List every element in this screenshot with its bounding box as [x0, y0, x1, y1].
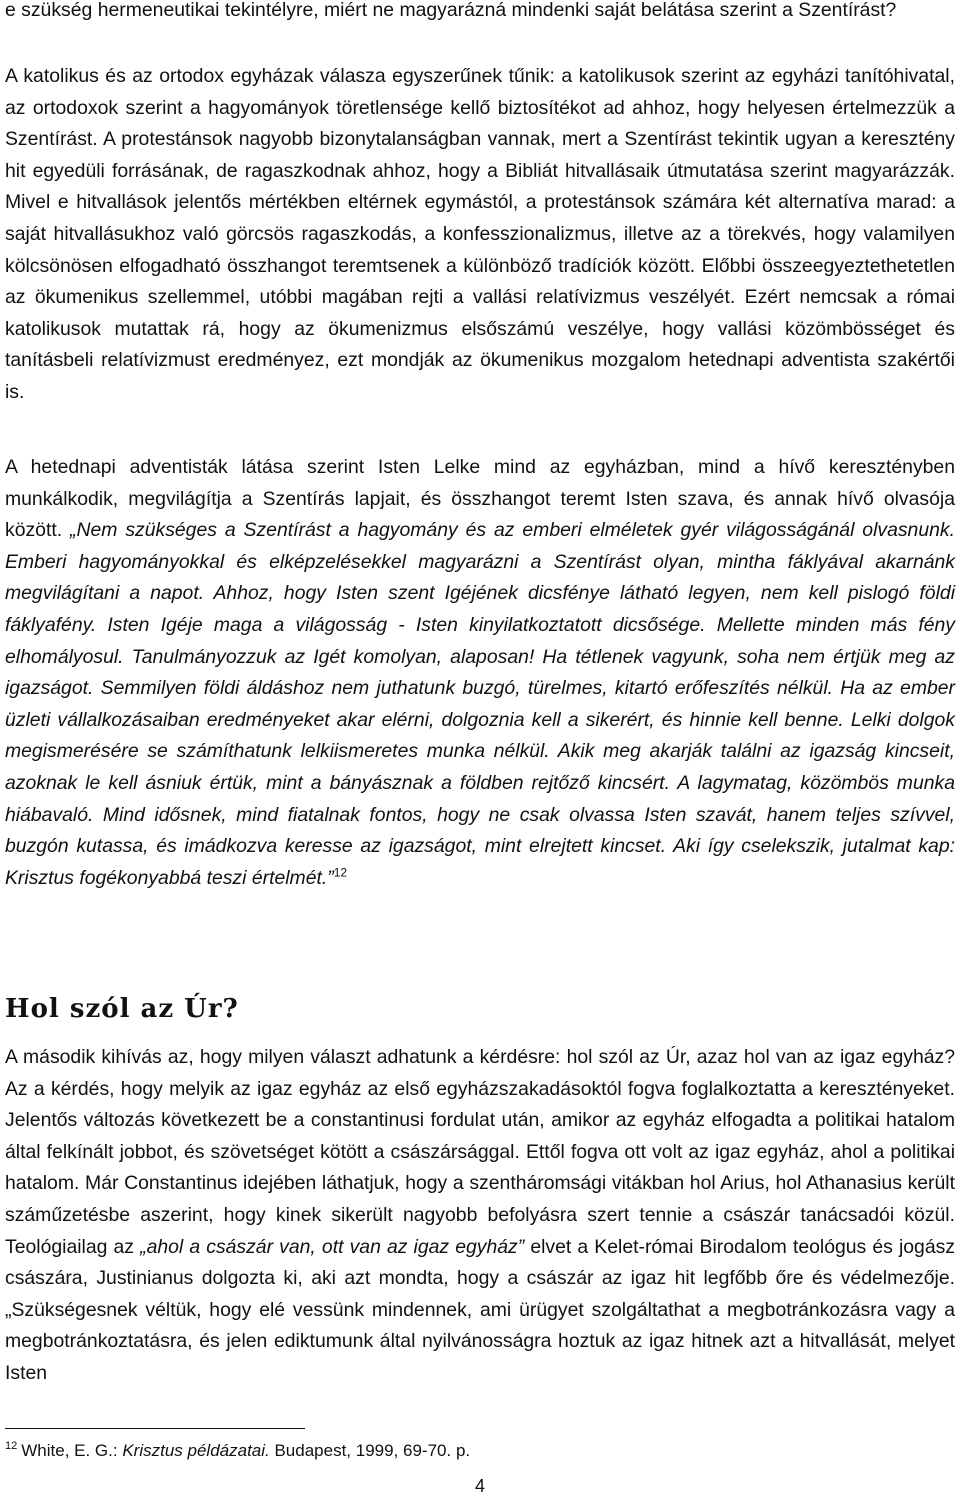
footnote-author: White, E. G.:: [21, 1441, 123, 1460]
paragraph-adventist-view: [5, 452, 955, 894]
footnote: [5, 1439, 470, 1463]
paragraph-text: elvet a Kelet-római Birodalom teológus és jogász császára, Justinianus dolgozta ki, aki azt mondta, hogy a császár az igaz hit legfőbb őre és védelmezője. „Szükségesnek véltük, hogy elé vessünk mindennek, ami ürügyet szolgáltathat a megbotránkozásra vagy a megbotránkoztatásra, és jelen ediktumunk által nyilvánosságra hoztuk az igaz hitnek azt a hitvallását, melyet Isten: [5, 1235, 956, 1384]
footnote-number: 12: [5, 1440, 18, 1453]
paragraph-text: A második kihívás az, hogy milyen választ adhatunk a kérdésre: hol szól az Úr, azaz hol van az igaz egyház? Az a kérdés, hogy melyik az igaz egyház az első egyházszakadásoktól fogva foglalkoztatta a keresztényeket. Jelentős változás következett be a constantinusi fordulat után, amikor az egyház elfogadta a politikai hatalom által felkínált jobbot, és szövetséget kötött a császársággal. Ettől fogva ott volt az igaz egyház, ahol a politikai hatalom. Már Constantinus idejében láthatjuk, hogy a szentháromsági vitákban hol Arius, hol Athanasius került száműzetésbe aszerint, hogy kinek sikerült nagyobb befolyásra szert tennie a császár tanácsadói közül. Teológiailag az: [5, 1046, 955, 1258]
paragraph-second-challenge: [5, 1042, 955, 1390]
italic-quote: „ahol a császár van, ott van az igaz egyház”: [140, 1235, 525, 1258]
footnote-divider: [5, 1428, 305, 1429]
paragraph-church-answers: [5, 61, 955, 409]
footnote-title: Krisztus példázatai.: [122, 1441, 270, 1460]
footnote-details: Budapest, 1999, 69-70. p.: [269, 1441, 471, 1460]
paragraph-text: A katolikus és az ortodox egyházak válasza egyszerűnek tűnik: a katolikusok szerint az egyházi tanítóhivatal, az ortodoxok szerint a hagyományok töretlensége kellő biztosítékot ad ahhoz, hogy helyesen értelmezzük a Szentírást. A protestánsok nagyobb bizonytalanságban vannak, mert a Szentírást tekintik ugyan a keresztény hit egyedüli forrásának, de ragaszkodnak ahhoz, hogy a Bibliát hitvallásaik útmutatása szerint magyarázzák. Mivel e hitvallások jelentős mértékben eltérnek egymástól, a protestánsok számára két alternatíva marad: a saját hitvallásukhoz való görcsös ragaszkodás, a konfesszionalizmus, illetve az a törekvés, hogy valamilyen kölcsönösen elfogadható összhangot teremtsenek a különböző tradíciók között. Előbbi összeegyeztethetetlen az ökumenikus szellemmel, utóbbi magában rejti a vallási relatívizmus veszélyét. Ezért nemcsak a római katolikusok mutattak rá, hogy az ökumenizmus elsőszámú veszélye, hogy vallási közömbösséget és tanításbeli relatívizmust eredményez, ezt mondják az ökumenikus mozgalom hetednapi adventista szakértői is.: [5, 65, 955, 403]
page-number: 4: [474, 1476, 485, 1496]
paragraph-text: A hetednapi adventisták látása szerint Isten Lelke mind az egyházban, mind a hívő keresztényben munkálkodik, megvilágítja a Szentírás lapjait, és összhangot teremt Isten szava, és annak hívő olvasója között.: [5, 456, 955, 542]
section-heading: Hol szól az Úr?: [5, 994, 239, 1024]
footnote-reference[interactable]: 12: [333, 865, 348, 880]
paragraph-text: e szükség hermeneutikai tekintélyre, miért ne magyarázná mindenki saját belátása szerint a Szentírást?: [5, 0, 897, 21]
italic-quote: „Nem szükséges a Szentírást a hagyomány és az emberi elméletek gyér világosságánál olvasnunk. Emberi hagyományokkal és elképzelésekkel magyarázni a Szentírást olyan, mintha fáklyával akarnánk megvilágítani a napot. Ahhoz, hogy Isten szent Igéjének dicsfénye látható legyen, nem kell pislogó földi fáklyafény. Isten Igéje maga a világosság - Isten kinyilatkoztatott dicsősége. Mellette minden más fény elhomályosul. Tanulmányozzuk az Igét komolyan, alaposan! Ha tétlenek vagyunk, soha nem értjük meg az igazságot. Semmilyen földi áldáshoz nem juthatunk buzgó, türelmes, kitartó erőfeszítés nélkül. Ha az ember üzleti vállalkozásaiban eredményeket akar elérni, dolgoznia kell a sikerért, és hinnie kell benne. Lelki dolgok megismerésére se számíthatunk lelkiismeretes munka nélkül. Akik meg akarják találni az igazság kincseit, azoknak le kell ásniuk értük, mint a bányásznak a földben rejtőző kincsért. A lagymatag, közömbös munka hiábavaló. Mind idősnek, mind fiatalnak fontos, hogy ne csak olvassa Isten szavát, hanem teljes szívvel, buzgón kutassa, és imádkozva keresse az igazságot, mint elrejtett kincset. Aki így cselekszik, jutalmat kap: Krisztus fogékonyabbá teszi értelmét.”: [5, 519, 955, 889]
paragraph-intro-continuation: [5, 0, 955, 27]
